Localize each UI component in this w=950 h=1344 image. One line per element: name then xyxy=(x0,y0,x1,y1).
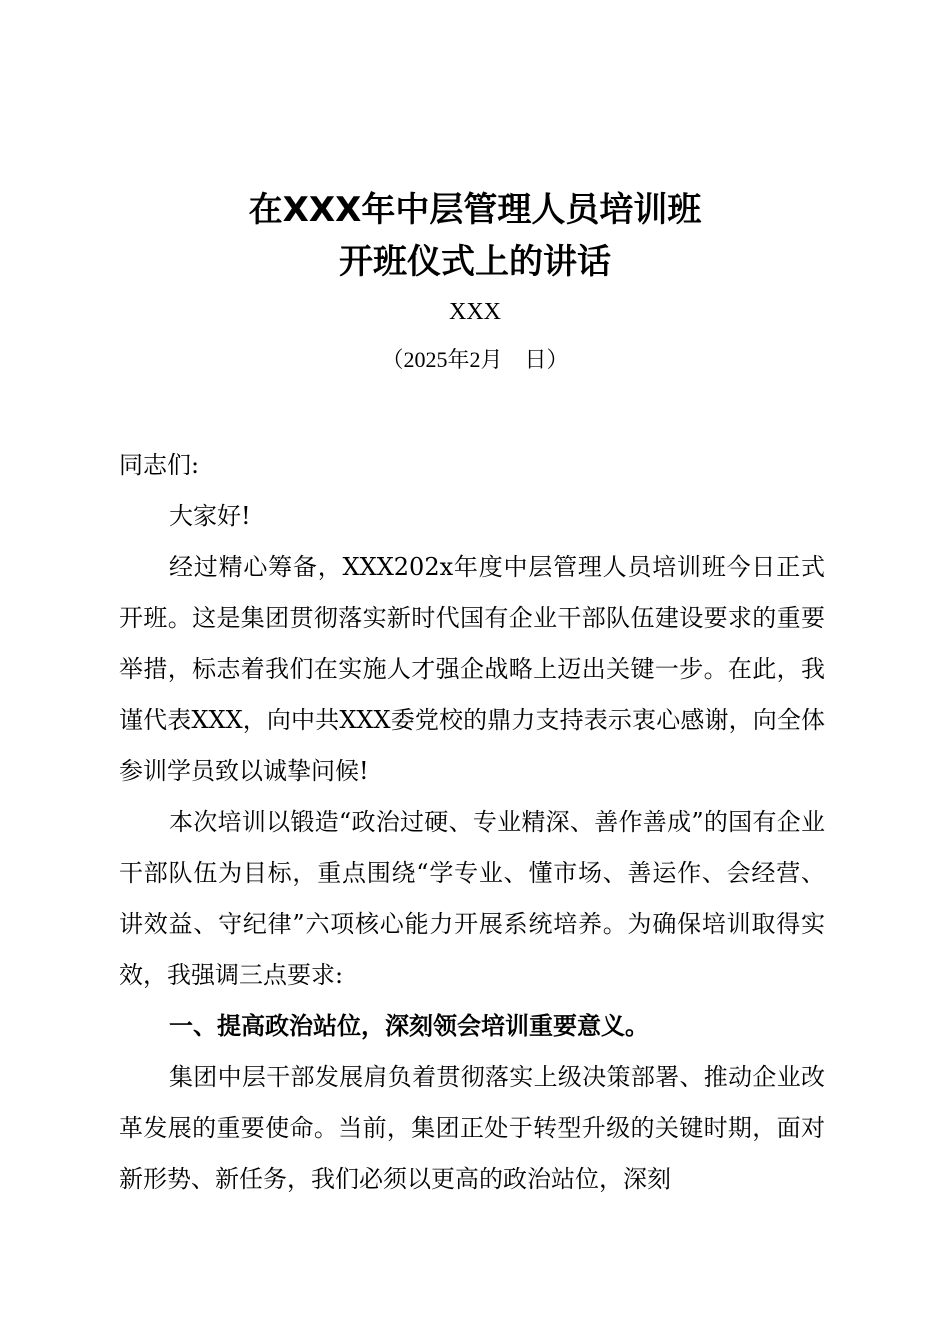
speech-body xyxy=(119,440,825,1205)
paragraph: 本次培训以锻造“政治过硬、专业精深、善作善成”的国有企业干部队伍为目标，重点围绕“学专业、懂市场、善运作、会经营、讲效益、守纪律”六项核心能力开展系统培养。为确保培训取得实效，我强调三点要求: xyxy=(119,808,825,989)
author: XXX xyxy=(449,299,501,325)
paragraph: 经过精心筹备，XXX202x年度中层管理人员培训班今日正式开班。这是集团贯彻落实新时代国有企业干部队伍建设要求的重要举措，标志着我们在实施人才强企战略上迈出关键一步。在此，我谨代表XXX，向中共XXX委党校的鼎力支持表示衷心感谢，向全体参训学员致以诚挚问候! xyxy=(119,553,825,785)
salutation: 同志们: xyxy=(119,451,200,479)
section-heading: 一、提高政治站位，深刻领会培训重要意义。 xyxy=(169,1012,649,1040)
date-line: （2025年2月 日） xyxy=(381,347,569,372)
title-line-1: 在XXX年中层管理人员培训班 xyxy=(248,190,702,230)
section-paragraph: 集团中层干部发展肩负着贯彻落实上级决策部署、推动企业改革发展的重要使命。当前，集团正处于转型升级的关键时期，面对新形势、新任务，我们必须以更高的政治站位，深刻 xyxy=(119,1063,825,1193)
greeting: 大家好! xyxy=(169,502,251,530)
title-line-2: 开班仪式上的讲话 xyxy=(339,242,611,282)
